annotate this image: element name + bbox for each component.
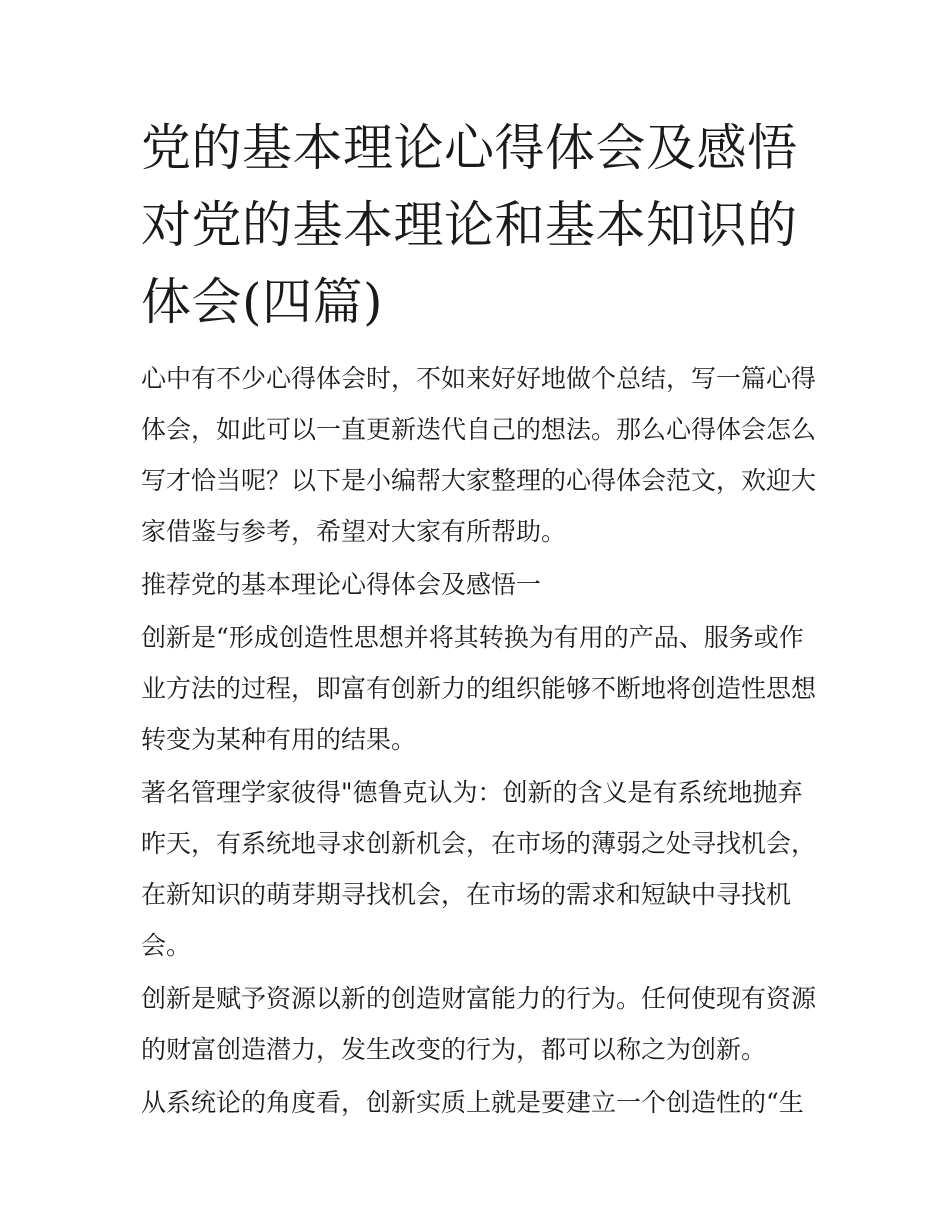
text-line: 从系统论的角度看，创新实质上就是要建立一个创造性的“生 <box>141 1088 804 1117</box>
section-heading <box>141 559 817 610</box>
text-line: 业方法的过程，即富有创新力的组织能够不断地将创造性思想 <box>141 674 817 703</box>
text-line: 昨天，有系统地寻求创新机会，在市场的薄弱之处寻找机会， <box>141 829 817 858</box>
document-body <box>141 110 817 1130</box>
text-line: 会。 <box>141 931 192 960</box>
body-paragraph <box>141 973 817 1075</box>
title-line: 对党的基本理论和基本知识的 <box>141 196 798 254</box>
text-line: 著名管理学家彼得"德鲁克认为：创新的含义是有系统地抛弃 <box>141 778 803 807</box>
document-title <box>141 110 817 341</box>
body-paragraph <box>141 767 817 971</box>
text-line: 写才恰当呢？以下是小编帮大家整理的心得体会范文，欢迎大 <box>141 466 817 495</box>
intro-paragraph <box>141 353 817 557</box>
text-line: 的财富创造潜力，发生改变的行为，都可以称之为创新。 <box>141 1035 767 1064</box>
text-line: 创新是“形成创造性思想并将其转换为有用的产品、服务或作 <box>141 623 804 652</box>
text-line: 创新是赋予资源以新的创造财富能力的行为。任何使现有资源 <box>141 984 817 1013</box>
body-paragraph <box>141 612 817 765</box>
title-line: 体会(四篇) <box>141 273 384 331</box>
text-line: 体会，如此可以一直更新迭代自己的想法。那么心得体会怎么 <box>141 415 817 444</box>
title-line: 党的基本理论心得体会及感悟 <box>141 119 798 177</box>
text-line: 家借鉴与参考，希望对大家有所帮助。 <box>141 517 567 546</box>
text-line: 推荐党的基本理论心得体会及感悟一 <box>141 570 542 599</box>
text-line: 心中有不少心得体会时，不如来好好地做个总结，写一篇心得 <box>141 364 817 393</box>
text-line: 转变为某种有用的结果。 <box>141 725 417 754</box>
text-line: 在新知识的萌芽期寻找机会，在市场的需求和短缺中寻找机 <box>141 880 792 909</box>
body-paragraph <box>141 1077 817 1128</box>
